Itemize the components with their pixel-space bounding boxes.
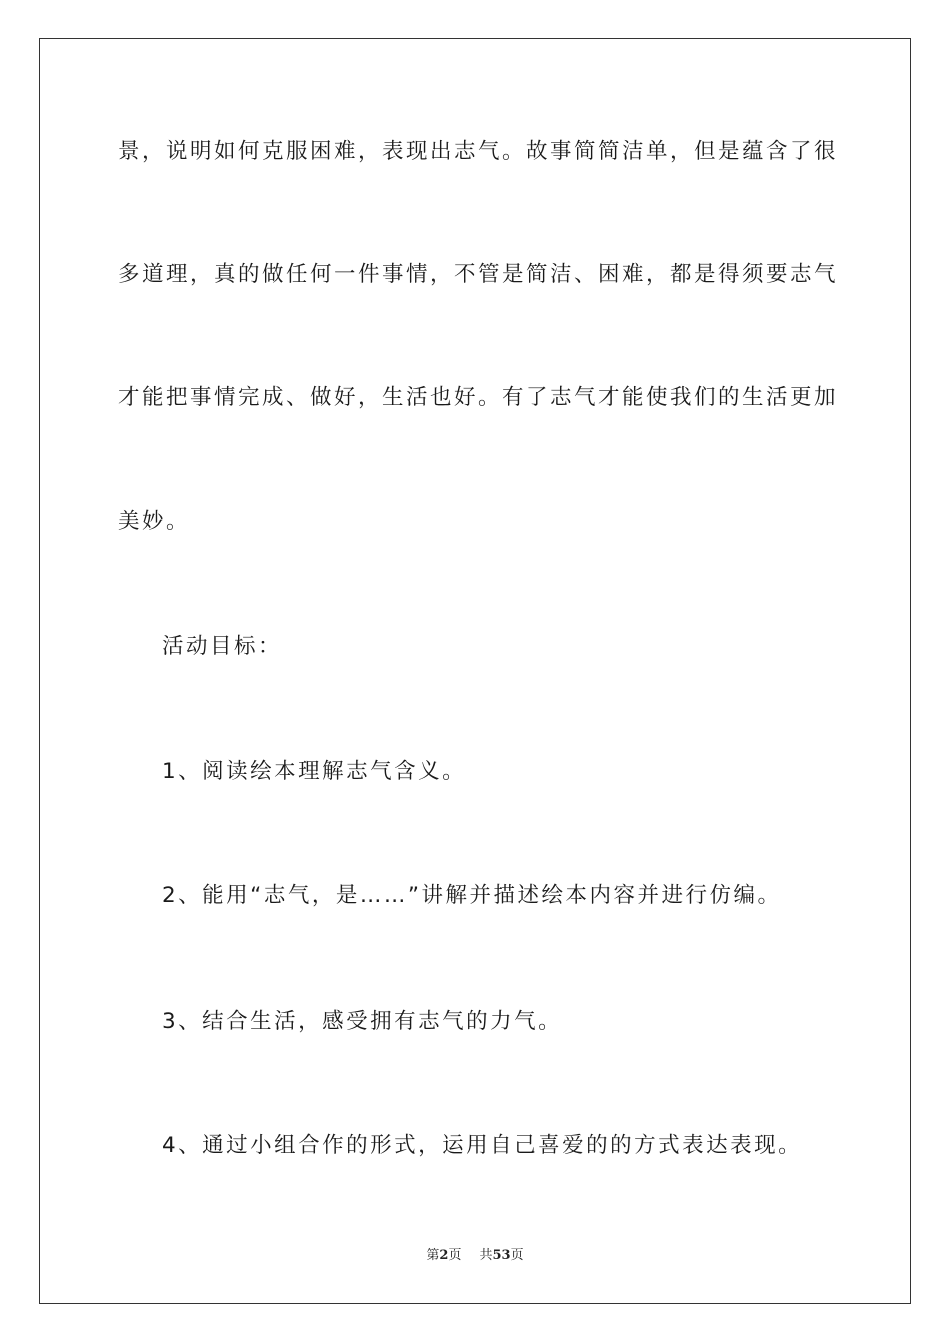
goal-item-3: 3、结合生活，感受拥有志气的力气。 — [162, 1009, 563, 1034]
page-footer — [0, 1249, 950, 1262]
body-line-3: 才能把事情完成、做好，生活也好。有了志气才能使我们的生活更加 — [118, 385, 839, 410]
goal-item-1: 1、阅读绘本理解志气含义。 — [162, 759, 467, 784]
section-heading-goals: 活动目标： — [162, 634, 283, 659]
footer-page-suffix: 页 — [448, 1248, 462, 1263]
body-line-2: 多道理，真的做任何一件事情，不管是简洁、困难，都是得须要志气 — [118, 262, 839, 287]
goal-item-4: 4、通过小组合作的形式，运用自己喜爱的的方式表达表现。 — [162, 1133, 803, 1158]
footer-page-number: 2 — [439, 1248, 449, 1263]
footer-total-pages: 53 — [492, 1248, 511, 1263]
body-line-1: 景，说明如何克服困难，表现出志气。故事简简洁单，但是蕴含了很 — [118, 139, 839, 164]
page-frame — [39, 38, 911, 1304]
footer-total-suffix: 页 — [510, 1248, 524, 1263]
goal-item-2: 2、能用“志气，是……”讲解并描述绘本内容并进行仿编。 — [162, 883, 782, 908]
footer-total-prefix: 共 — [479, 1248, 493, 1263]
body-line-4: 美妙。 — [118, 509, 191, 534]
footer-page-prefix: 第 — [426, 1248, 440, 1263]
